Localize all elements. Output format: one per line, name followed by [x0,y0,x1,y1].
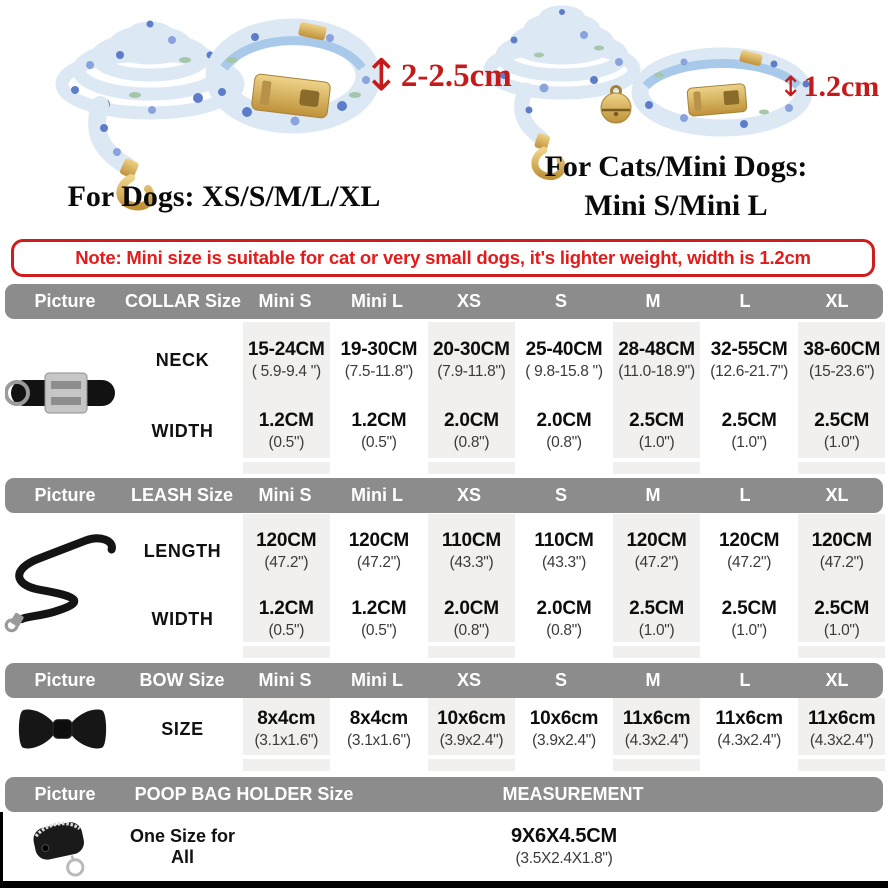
value-inches: (1.0") [638,434,675,451]
value-inches: ( 9.8-15.8 ") [525,363,603,380]
collar-width-callout [363,50,512,101]
collar-neck-mini-l [333,322,426,398]
one-size-line: One Size for [129,825,236,846]
value-inches: (47.2") [356,554,401,571]
value-inches: (47.2") [727,554,772,571]
row-label-neck: NECK [155,349,210,370]
value-inches: (7.5-11.8") [344,363,413,380]
black-pouch-icon [20,813,105,881]
leash-length-l [703,514,796,588]
value-cm: 11x6cm [622,708,691,729]
value-inches: (0.5") [268,434,305,451]
value-inches: (47.2") [264,554,309,571]
row-label-width: WIDTH [151,420,214,441]
poop-bag-measurement [240,812,888,881]
value-cm: 15-24CM [247,339,325,360]
column-header-xl: XL [825,670,849,690]
collar-neck-mini-s [240,322,333,398]
measurement-value: 2-2.5cm [400,57,512,94]
measurement-value: 1.2cm [803,70,880,103]
cats-sizes-caption [508,147,844,225]
column-header-picture: Picture [34,485,96,505]
value-inches: (3.1x1.6") [347,732,411,749]
caption-line: Mini S/Mini L [584,189,768,222]
column-header-xl: XL [825,291,849,311]
column-header-mini-s: Mini S [258,670,312,690]
value-inches: (43.3") [449,554,494,571]
value-inches: (4.3x2.4") [809,732,874,749]
collar-table-title: COLLAR Size [125,291,242,311]
value-cm: 10x6cm [437,708,506,729]
leash-width-m [610,588,703,650]
bow-size-xs [425,698,518,760]
value-inches: (3.5X2.4X1.8") [515,850,613,867]
bow-table-body [0,698,888,775]
leash-length-mini-s [240,514,333,588]
collar-table-body [0,322,888,478]
column-header-picture: Picture [34,670,96,690]
value-cm: 1.2CM [351,598,407,619]
black-leash-icon [0,530,125,635]
value-cm: 32-55CM [710,339,788,360]
collar-product-photo [0,322,125,464]
bow-size-xl [795,698,888,760]
leash-width-xs [425,588,518,650]
leash-length-mini-l [333,514,426,588]
value-inches: (47.2") [634,554,679,571]
collar-width-mini-s [240,398,333,464]
poop-bag-table-body [0,812,888,881]
column-header-picture: Picture [34,291,96,311]
leash-width-l [703,588,796,650]
value-cm: 120CM [348,530,409,551]
bow-table-title: BOW Size [139,670,225,690]
value-cm: 9X6X4.5CM [510,825,618,847]
value-inches: (4.3x2.4") [624,732,689,749]
value-cm: 11x6cm [715,708,783,729]
vertical-measure-arrow-icon: ↕ [363,50,400,101]
column-header-l: L [739,485,751,505]
value-inches: (3.1x1.6") [254,732,319,749]
value-cm: 2.0CM [536,598,592,619]
leash-length-xl [795,514,888,588]
column-header-m: M [645,670,661,690]
black-collar-icon [5,356,120,431]
one-size-line: All [170,846,194,867]
left-frame-edge [0,812,3,882]
value-cm: 120CM [256,530,317,551]
collar-width-xs [425,398,518,464]
note-text: Note: Mini size is suitable for cat or very small dogs, it's lighter weight, width is 1.2cm [75,247,811,268]
value-cm: 1.2CM [258,598,314,619]
column-header-xs: XS [456,291,481,311]
bow-size-m [610,698,703,760]
value-cm: 11x6cm [807,708,876,729]
value-cm: 2.5CM [814,598,870,619]
column-header-mini-l: Mini L [351,670,403,690]
poop-bag-table-title: POOP BAG HOLDER Size [134,784,354,804]
collar-width-xl [795,398,888,464]
poop-bag-product-photo [0,812,125,881]
row-label-length: LENGTH [143,540,222,561]
collar-table-header [5,284,883,319]
column-header-xs: XS [456,670,481,690]
value-cm: 25-40CM [525,339,603,360]
column-header-s: S [554,485,567,505]
value-cm: 8x4cm [349,708,408,729]
collar-width-mini-l [333,398,426,464]
collar-width-m [610,398,703,464]
column-header-measurement: MEASUREMENT [502,784,644,804]
value-cm: 110CM [534,530,594,551]
value-inches: (1.0") [731,434,767,451]
value-cm: 19-30CM [340,339,418,360]
value-inches: (12.6-21.7") [710,363,788,380]
column-header-m: M [645,291,661,311]
leash-width-mini-l [333,588,426,650]
column-header-l: L [739,670,751,690]
value-cm: 2.5CM [721,598,777,619]
value-inches: (0.5") [268,622,305,639]
value-cm: 2.5CM [814,410,870,431]
column-header-xs: XS [456,485,481,505]
poop-bag-table-header [5,777,883,812]
value-inches: (1.0") [731,622,767,639]
collar-neck-s [518,322,611,398]
leash-length-xs [425,514,518,588]
value-cm: 2.0CM [536,410,592,431]
value-inches: (1.0") [823,622,860,639]
value-inches: (0.8") [453,622,490,639]
column-header-picture: Picture [34,784,96,804]
value-cm: 2.0CM [443,410,499,431]
row-label-width: WIDTH [151,608,214,629]
value-cm: 120CM [719,530,780,551]
column-header-xl: XL [825,485,849,505]
collar-width-s [518,398,611,464]
leash-table-title: LEASH Size [130,485,234,505]
value-inches: (43.3") [542,554,586,571]
bow-product-photo [0,698,125,760]
column-header-mini-s: Mini S [258,485,312,505]
value-inches: (1.0") [823,434,860,451]
value-cm: 2.5CM [629,410,685,431]
leash-width-xl [795,588,888,650]
column-header-s: S [554,291,567,311]
leash-table-header [5,478,883,513]
collar-width-l [703,398,796,464]
collar-width-callout [779,72,879,102]
bow-table-header [5,663,883,698]
gold-buckle [687,83,747,116]
value-inches: (0.8") [546,622,582,639]
value-cm: 2.5CM [721,410,777,431]
bow-size-s [518,698,611,760]
value-cm: 120CM [626,530,687,551]
value-inches: (15-23.6") [809,363,875,380]
value-inches: ( 5.9-9.4 ") [251,363,321,380]
leash-width-s [518,588,611,650]
rolled-leash-photo [62,21,238,207]
value-inches: (0.8") [453,434,490,451]
value-inches: (47.2") [819,554,864,571]
bow-size-l [703,698,796,760]
column-header-m: M [645,485,661,505]
value-inches: (0.5") [361,434,397,451]
value-cm: 8x4cm [257,708,316,729]
column-header-mini-s: Mini S [258,291,312,311]
value-inches: (7.9-11.8") [437,363,506,380]
value-cm: 120CM [811,530,872,551]
value-inches: (3.9x2.4") [532,732,596,749]
value-cm: 38-60CM [803,339,881,360]
value-cm: 110CM [441,530,502,551]
value-cm: 1.2CM [258,410,314,431]
black-bow-icon [15,699,110,759]
column-header-s: S [554,670,567,690]
bow-size-mini-l [333,698,426,760]
dogs-sizes-caption: For Dogs: XS/S/M/L/XL [67,180,381,213]
value-inches: (11.0-18.9") [618,363,695,380]
collar-neck-xs [425,322,518,398]
value-inches: (1.0") [638,622,675,639]
vertical-measure-arrow-icon: ↕ [779,70,803,103]
row-label-size: SIZE [161,718,204,739]
collar-neck-m [610,322,703,398]
collar-neck-xl [795,322,888,398]
caption-line: For Cats/Mini Dogs: [544,150,808,183]
value-cm: 28-48CM [618,339,695,360]
value-cm: 1.2CM [351,410,407,431]
value-cm: 10x6cm [529,708,599,729]
note-banner [11,239,875,277]
value-inches: (3.9x2.4") [439,732,504,749]
value-inches: (0.5") [361,622,397,639]
leash-width-mini-s [240,588,333,650]
column-header-l: L [739,291,751,311]
leash-length-m [610,514,703,588]
column-header-mini-l: Mini L [351,485,403,505]
value-cm: 2.5CM [629,598,685,619]
leash-product-photo [0,514,125,650]
value-inches: (4.3x2.4") [717,732,781,749]
value-cm: 20-30CM [433,339,510,360]
leash-table-body [0,514,888,662]
value-inches: (0.8") [546,434,582,451]
leash-length-s [518,514,611,588]
bottom-frame-bar [0,881,888,888]
value-cm: 2.0CM [443,598,499,619]
collar-neck-l [703,322,796,398]
column-header-mini-l: Mini L [351,291,403,311]
row-label-one-size [125,812,240,881]
bow-size-mini-s [240,698,333,760]
